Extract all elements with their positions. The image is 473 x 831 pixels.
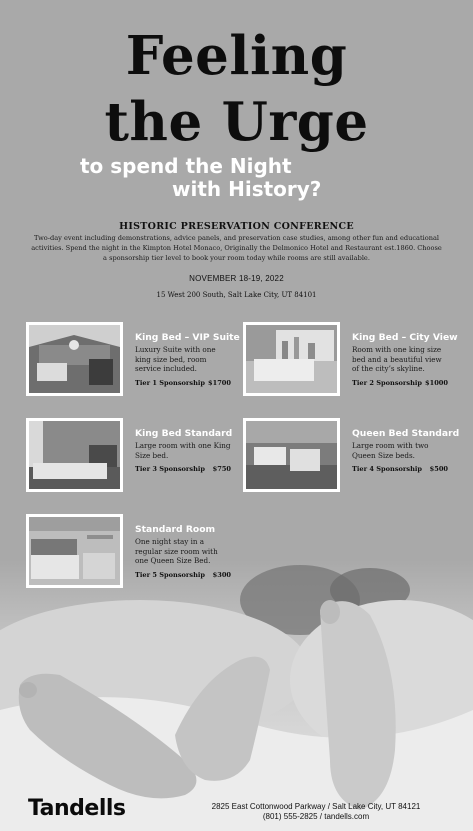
room-photo — [26, 322, 123, 396]
room-description: Large room with two Queen Size beds. — [352, 441, 429, 460]
conference-date: NOVEMBER 18-19, 2022 — [189, 274, 284, 283]
room-photo — [26, 418, 123, 492]
room-tier: Tier 2 Sponsorship — [352, 378, 423, 387]
subheadline-line1: to spend the Night — [80, 154, 292, 178]
room-photo — [243, 322, 340, 396]
room-description: One night stay in a regular size room with one Queen Size Bed. — [135, 537, 218, 565]
headline-line2: the Urge — [104, 91, 369, 153]
room-price: $500 — [429, 465, 448, 473]
room-description: Large room with one King Size bed. — [135, 441, 231, 460]
room-photo — [26, 514, 123, 588]
conference-address: 15 West 200 South, Salt Lake City, UT 84101 — [156, 291, 317, 299]
room-tier: Tier 5 Sponsorship — [135, 570, 206, 579]
footer-contact — [186, 802, 446, 822]
room-price: $300 — [212, 570, 231, 579]
room-title: King Bed – VIP Suite — [135, 332, 240, 343]
room-price: $1700 — [208, 378, 231, 387]
conference-title: HISTORIC PRESERVATION CONFERENCE — [119, 221, 354, 232]
room-tier: Tier 3 Sponsorship — [135, 465, 206, 473]
room-photo — [243, 418, 340, 492]
subheadline-line2: with History? — [172, 177, 322, 201]
room-price: $1000 — [425, 378, 448, 387]
room-description: Luxury Suite with one king size bed, room service included. — [135, 345, 216, 373]
room-title: King Bed Standard — [135, 428, 233, 439]
room-title: Queen Bed Standard — [352, 428, 460, 439]
room-tier: Tier 1 Sponsorship — [135, 378, 206, 387]
footer-phone-web: (801) 555-2825 / tandells.com — [262, 812, 370, 821]
feet-on-bed-photo — [0, 560, 473, 831]
room-price: $750 — [212, 465, 231, 473]
tandells-logo: Tandells — [28, 796, 126, 821]
room-description: Room with one king size bed and a beautiful view of the city’s skyline. — [352, 345, 442, 373]
footer-address: 2825 East Cottonwood Parkway / Salt Lake City, UT 84121 — [211, 802, 421, 811]
conference-description: Two-day event including demonstrations, advice panels, and preservation case studies, among other fun and educational activities. Spend the night in the Kimpton Hotel Monaco, Originally the Delmonico Hotel and Restaurant est.1860. Choose a sponsorship tier level to book your room today while rooms are still available. — [31, 234, 442, 262]
room-tier: Tier 4 Sponsorship — [352, 465, 423, 473]
room-title: Standard Room — [135, 524, 216, 535]
headline-line1: Feeling — [125, 25, 348, 87]
room-title: King Bed – City View — [352, 332, 458, 343]
